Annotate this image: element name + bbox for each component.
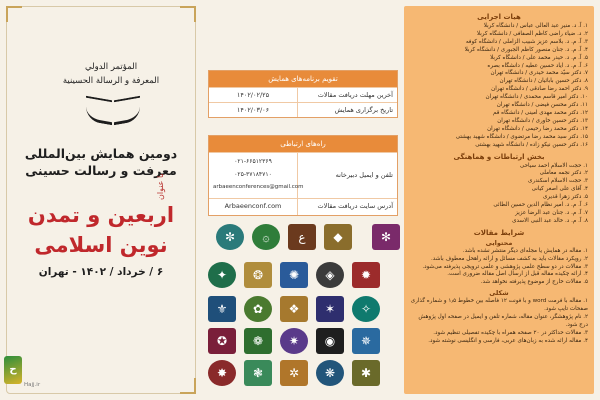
sponsor-logo-icon: ✧	[352, 296, 380, 322]
conference-logo	[56, 50, 166, 140]
list-item: ۸. آ. م. د. خالد عبد النبی الاسدی	[512, 217, 588, 224]
list-item: ۵. مقالات خارج از موضوع پذیرفته نخواهد شد.	[480, 279, 588, 286]
sponsor-logo-icon: ✷	[280, 328, 308, 354]
sponsor-logo-icon: ✹	[352, 262, 380, 288]
list-item: ۲. دکتر نجمه معاملی	[539, 170, 588, 177]
list-item: ۸. دکتر حسین بابائیان / دانشگاه تهران	[499, 78, 588, 85]
table-row	[209, 152, 397, 198]
format-conditions-list	[410, 298, 588, 345]
logo-arabic-line2: المعرفة و الرسالة الحسينية	[62, 76, 160, 86]
sponsor-logo-icon: ✸	[208, 360, 236, 386]
sponsor-logo-icon: ۞	[252, 224, 280, 250]
list-item: ۱۰. دکتر امیر قاسم محمدی / دانشگاه تهران	[485, 94, 588, 101]
list-item: ۲. د. ضیاء راضی کاظم الصفافی / دانشگاه کربلا	[476, 30, 588, 37]
list-item: ۶. آ. م. د. امیر نظام الدین حسین الطائی	[493, 202, 588, 209]
relations-title: بخش ارتباطات و هماهنگی	[453, 152, 545, 161]
conditions-title: شرایط مقالات	[473, 228, 525, 237]
site-logo: ح	[4, 356, 22, 384]
conference-title-line1: دومین همایش بین‌المللی	[24, 146, 178, 161]
content-conditions-list	[410, 248, 588, 288]
schedule-table	[208, 70, 398, 118]
sponsor-logo-icon: ✶	[316, 296, 344, 322]
sponsor-logo-icon: ◈	[316, 262, 344, 288]
conference-date: ۶ / خرداد / ۱۴۰۲ - تهران	[38, 266, 164, 278]
phone-2: ۰۲۵-۳۷۱۸۴۷۱۰	[234, 171, 272, 178]
sponsor-logo-icon: ✻	[372, 224, 400, 250]
phone-1: ۰۲۱-۶۶۵۱۲۳۶۹	[234, 158, 272, 165]
main-title-line1: اربعین و تمدن	[27, 203, 175, 227]
list-item: ۱۱. دکتر محسن فیضی / دانشگاه تهران	[496, 102, 588, 109]
contact-table	[208, 135, 398, 216]
open-book-icon	[86, 98, 140, 120]
sponsor-logo-icon: ✼	[216, 224, 244, 250]
list-item: ۷. دکتر سیّد محمد حیدری / دانشگاه تهران	[490, 70, 588, 77]
table-row	[209, 102, 397, 117]
sponsor-logo-icon: ❋	[316, 360, 344, 386]
list-item: ۶. آ. م. د. ایاد حسین عطیه / دانشگاه بصره	[487, 62, 588, 69]
list-item: ۴. ارائه چکیده مقاله قبل از ارسال اصل مقاله ضروری است.	[447, 271, 588, 278]
list-item: ۱۴. دکتر محمد رضا رحیمی / دانشگاه تهران	[487, 125, 588, 132]
sponsor-logo-icon: ✦	[208, 262, 236, 288]
be-onvan-label: با عنوان	[156, 173, 165, 200]
contact-table-header: راه‌های ارتباطی	[209, 136, 397, 152]
list-item: ۵. آ. م. د. حیدر محمد علی / دانشگاه کربلا	[490, 54, 588, 61]
list-item: ۱۶. دکتر حسین نیکو زاده / دانشگاه شهید بهشتی	[475, 141, 588, 148]
list-item: ۱. مقاله با فرمت word و با فونت ۱۲ فاصله بین خطوط ۱٫۵ و شماره گذاری صفحات تایپ شود.	[410, 298, 588, 313]
website-link[interactable]: Arbaeenconf.com	[224, 202, 282, 210]
list-item: ۱۵. دکتر سید محمد رضا مرتضوی / دانشگاه شهید بهشتی	[455, 133, 588, 140]
sponsor-logo-icon: ع	[288, 224, 316, 250]
table-row	[209, 87, 397, 102]
relations-list	[410, 163, 588, 226]
sponsor-logos	[200, 222, 400, 394]
sponsor-logo-icon: ✲	[280, 360, 308, 386]
info-panel	[404, 6, 594, 394]
list-item: ۲. رویکرد مقالات باید به کشف مسائل و ارائه راهحل معطوف باشد.	[431, 255, 588, 262]
sponsor-logo-icon: ❁	[244, 328, 272, 354]
table-cell-value	[209, 153, 304, 198]
table-cell-value: ۱۴۰۲/۰۳/۰۶	[236, 106, 270, 114]
list-item: ۱۲. دکتر محمد مهدی امینی / دانشگاه قم	[492, 109, 588, 116]
list-item: ۷. آ. م. د. جنان عبد الرضا عزیز	[515, 209, 588, 216]
scientific-board-list	[410, 23, 588, 150]
main-title	[8, 200, 194, 260]
list-item: ۳. آ. م. د. بلاسم عزیز شبیب الزاملی / دانشگاه کوفه	[465, 38, 588, 45]
list-item: ۱. حجت الاسلام احمد سیاحی	[519, 162, 588, 169]
table-row	[209, 198, 397, 215]
site-url: Hajj.ir	[24, 382, 41, 388]
logo-arabic-line1: المؤتمر الدولي	[84, 62, 138, 72]
list-item: ۲. نام پژوهشگر، عنوان مقاله، شماره تلفن و ایمیل در صفحه اول پژوهش درج شود.	[418, 314, 588, 328]
list-item: ۹. دکتر احمد رضا صادقی / دانشگاه تهران	[491, 86, 588, 93]
sponsor-logo-icon: ❖	[280, 296, 308, 322]
sponsor-logo-icon: ✱	[352, 360, 380, 386]
frame-corner	[180, 378, 196, 394]
list-item: ۳. حجت الاسلام اسکندری	[528, 178, 588, 185]
conference-title	[8, 145, 194, 179]
sponsor-logo-icon: ⚜	[208, 296, 236, 322]
sponsor-logo-icon: ✿	[244, 296, 272, 322]
schedule-table-header: تقویم برنامه‌های همایش	[209, 71, 397, 87]
logo-arabic-text	[56, 60, 166, 88]
list-item: ۱. مقاله در همایش یا مجله‌ای دیگر منتشر نشده باشد.	[462, 247, 588, 254]
frame-corner	[180, 6, 196, 22]
frame-corner	[6, 6, 22, 22]
list-item: ۱. آ. د. منیر عبد العالی عباس / دانشگاه کربلا	[483, 23, 588, 29]
sponsor-logo-icon: ◉	[316, 328, 344, 354]
main-title-line2: نوین اسلامی	[34, 233, 168, 257]
list-item: ۴. مقاله ارائه شده به زبان‌های عربی، فارسی و انگلیسی نوشته شود.	[428, 337, 588, 344]
sponsor-logo-icon: ❃	[244, 360, 272, 386]
table-cell-key: آخرین مهلت دریافت مقالات	[297, 88, 397, 102]
content-title: محتوایی	[485, 238, 513, 247]
list-item: ۴. آ. م. د. جنان منصور کاظم الجبوری / دانشگاه کربلا	[464, 46, 588, 53]
sponsor-logo-icon: ✵	[352, 328, 380, 354]
format-title: شکلی	[489, 289, 509, 298]
table-cell-value: ۱۴۰۲/۰۲/۲۵	[236, 91, 270, 99]
sponsor-logo-icon: ✪	[208, 328, 236, 354]
list-item: ۳. مقالات در دو سطح علمی پژوهشی و علمی ترویجی پذیرفته می‌شود.	[422, 263, 588, 270]
email-address: arbaeenconferences@gmail.com	[213, 184, 304, 190]
table-cell-key: آدرس سایت دریافت مقالات	[297, 199, 397, 215]
sponsor-logo-icon: ✺	[280, 262, 308, 288]
table-cell-key: تلفن و ایمیل دبیرخانه	[297, 153, 397, 198]
list-item: ۱۳. دکتر حسین خاوری / دانشگاه تهران	[497, 117, 588, 124]
conference-title-line2: معرفت و رسالت حسینی	[25, 163, 177, 178]
sponsor-logo-icon: ❂	[244, 262, 272, 288]
list-item: ۳. مقالات حداکثر در ۲۰ صفحه همراه با چکیده تفصیلی تنظیم شود.	[433, 329, 588, 336]
list-item: ۴. آقای علی اصغر کیانی	[531, 186, 588, 193]
table-cell-key: تاریخ برگزاری همایش	[297, 103, 397, 117]
sponsor-logo-icon: ◆	[324, 224, 352, 250]
scientific-board-title: هیات اجرایی	[477, 13, 521, 21]
list-item: ۵. دکتر زهرا قدیری	[543, 194, 588, 201]
